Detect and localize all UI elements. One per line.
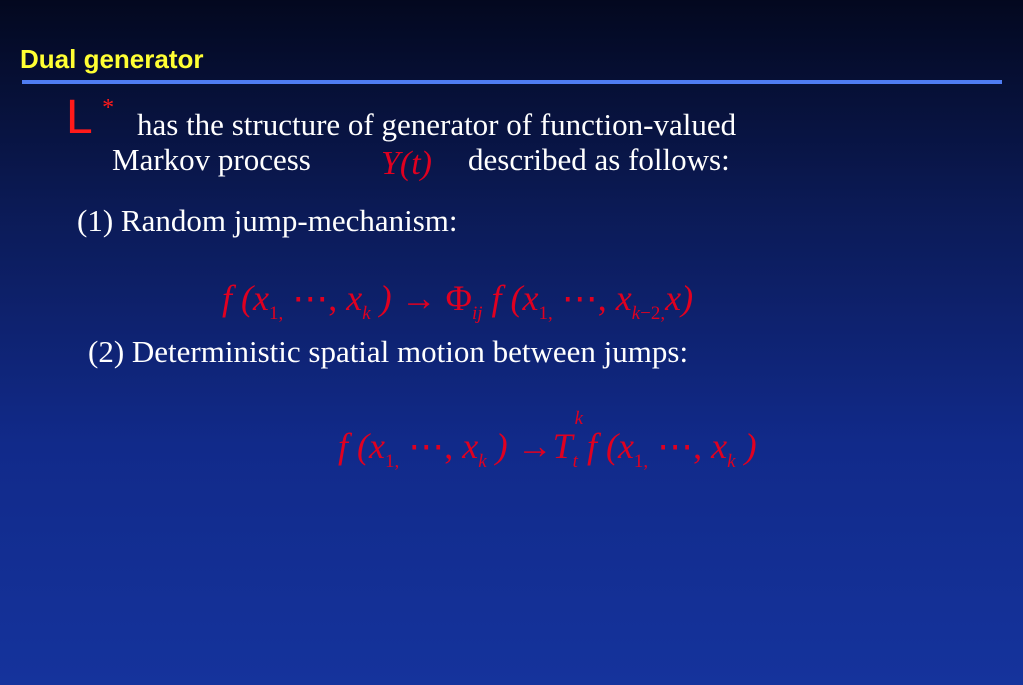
operator-symbol: L (66, 91, 93, 144)
intro-line-1: has the structure of generator of function-valued (137, 107, 737, 142)
slide-title: Dual generator (20, 44, 204, 74)
intro-line-2-start: Markov process (112, 142, 311, 177)
process-symbol: Y(t) (381, 145, 432, 182)
title-underline (22, 80, 1002, 84)
formula-motion: f ($x_{1,}$ ⋯, $x_k$ ) →T k $_t$ f ($x_{1,}$ ⋯, $x_k$ ) (338, 408, 757, 472)
item-deterministic-motion: (2) Deterministic spatial motion between jumps: (88, 334, 689, 369)
operator-superscript: * (101, 95, 113, 121)
item-random-jump: (1) Random jump-mechanism: (77, 203, 458, 238)
intro-line-2-end: described as follows: (468, 142, 730, 177)
formula-jump: f ($x_{1,}$ ⋯, $x_k$ ) → $\Phi_{ij}$ f ($x_{1,}$ ⋯, $x_{k-2,}x$) (222, 278, 694, 324)
